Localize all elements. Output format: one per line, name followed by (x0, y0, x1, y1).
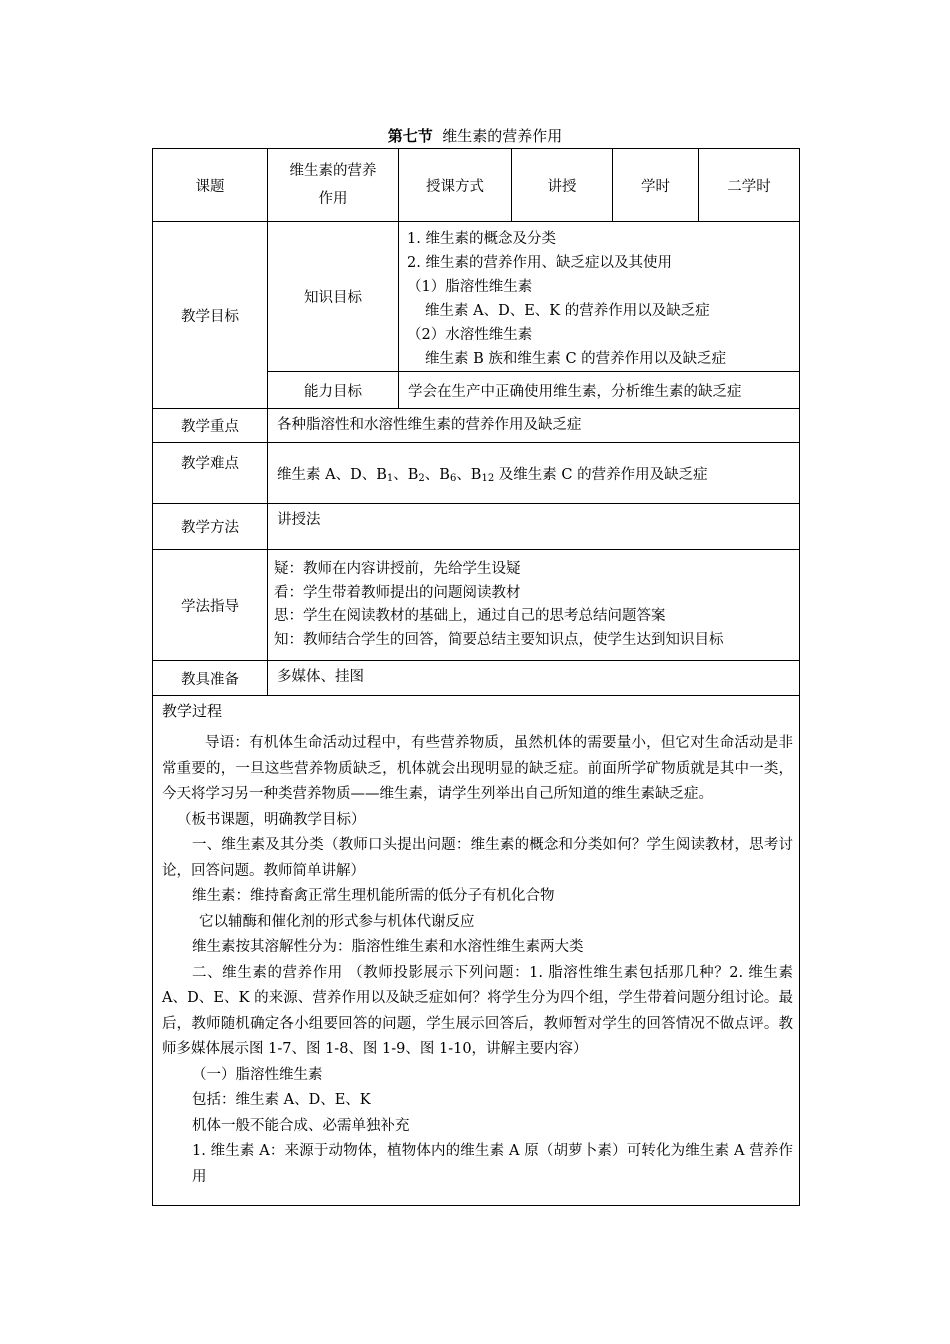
process-paragraph: 导语：有机体生命活动过程中，有些营养物质，虽然机体的需要量小，但它对生命活动是非常重要的，一旦这些营养物质缺乏，机体就会出现明显的缺乏症。前面所学矿物质就是其中一类，今天将学习另一种类营养物质——维生素，请学生列举出自己所知道的维生素缺乏症。 (162, 735, 793, 802)
page-title (0, 126, 950, 146)
difficulty-row (153, 443, 800, 504)
difficulty-label: 教学难点 (153, 443, 268, 504)
subscript: 1 (386, 472, 394, 484)
process-paragraph: 一、维生素及其分类（教师口头提出问题：维生素的概念和分类如何？学生阅读教材，思考讨论，回答问题。教师简单讲解） (162, 837, 793, 879)
study-guide-list (274, 558, 799, 652)
subscript: 2 (418, 472, 425, 484)
study-guide-item: 知：教师结合学生的回答，简要总结主要知识点，使学生达到知识目标 (274, 631, 724, 648)
knowledge-item: （1）脂溶性维生素 (407, 279, 533, 295)
topic-value-line1: 维生素的营养 (289, 163, 377, 179)
process-title: 教学过程 (162, 702, 223, 720)
objectives-label: 教学目标 (153, 222, 268, 409)
knowledge-item: 维生素 B 族和维生素 C 的营养作用以及缺乏症 (425, 351, 727, 367)
study-guide-item: 疑：教师在内容讲授前，先给学生设疑 (274, 561, 521, 577)
ability-label: 能力目标 (268, 372, 399, 409)
subscript: 12 (481, 472, 495, 484)
difficulty-text: 、B (393, 466, 419, 483)
process-row (153, 696, 800, 1206)
difficulty-text: 维生素 A、D、B (277, 466, 387, 483)
knowledge-item: （2）水溶性维生素 (407, 327, 533, 343)
lesson-plan-table (152, 148, 800, 1206)
focus-label: 教学重点 (153, 409, 268, 443)
knowledge-content (399, 222, 800, 372)
process-paragraph: 维生素按其溶解性分为：脂溶性维生素和水溶性维生素两大类 (192, 939, 584, 955)
section-topic: 维生素的营养作用 (442, 127, 563, 145)
topic-label: 课题 (153, 149, 268, 222)
process-paragraph: 二、维生素的营养作用 （教师投影展示下列问题：1. 脂溶性维生素包括那几种？2. 维生素 A、D、E、K 的来源、营养作用以及缺乏症如何？将学生分为四个组，学生带着问题分组讨论。最后，教师随机确定各小组要回答的问题，学生展示回答后，教师暂对学生的回答情况不做点评。教师多媒体展示图 1-7、图 1-8、图 1-9、图 1-10，讲解主要内容） (162, 964, 793, 1057)
method-label: 教学方法 (153, 504, 268, 550)
tools-row (153, 661, 800, 696)
difficulty-text: 、B (456, 466, 482, 483)
study-guide-item: 思：学生在阅读教材的基础上，通过自己的思考总结问题答案 (274, 608, 666, 624)
study-guide-row (153, 550, 800, 661)
study-guide-label: 学法指导 (153, 550, 268, 661)
knowledge-item: 维生素 A、D、E、K 的营养作用以及缺乏症 (425, 303, 710, 319)
difficulty-text: 、B (424, 466, 450, 483)
focus-row (153, 409, 800, 443)
process-paragraph: 机体一般不能合成、必需单独补充 (192, 1117, 410, 1134)
topic-value-line2: 作用 (318, 191, 348, 207)
process-paragraph: 1. 维生素 A：来源于动物体，植物体内的维生素 A 原（胡萝卜素）可转化为维生素 A 营养作用 (192, 1143, 793, 1185)
mode-label: 授课方式 (399, 149, 512, 222)
process-paragraph: （板书课题，明确教学目标） (177, 811, 366, 828)
process-paragraph: （一）脂溶性维生素 (192, 1066, 323, 1083)
knowledge-label: 知识目标 (268, 222, 399, 372)
header-row (153, 149, 800, 222)
knowledge-item: 1. 维生素的概念及分类 (407, 231, 556, 247)
tools-value: 多媒体、挂图 (268, 661, 800, 696)
process-paragraph: 它以辅酶和催化剂的形式参与机体代谢反应 (199, 913, 475, 930)
study-guide-content (268, 550, 800, 661)
method-row (153, 504, 800, 550)
topic-value (268, 149, 399, 222)
knowledge-item: 2. 维生素的营养作用、缺乏症以及其使用 (407, 255, 672, 271)
method-value: 讲授法 (268, 504, 800, 550)
difficulty-value (268, 443, 800, 504)
process-paragraph: 包括：维生素 A、D、E、K (192, 1092, 371, 1108)
knowledge-list (399, 222, 799, 371)
hours-label: 学时 (613, 149, 699, 222)
process-cell (153, 696, 800, 1206)
hours-value: 二学时 (699, 149, 800, 222)
ability-value: 学会在生产中正确使用维生素，分析维生素的缺乏症 (399, 372, 800, 409)
tools-label: 教具准备 (153, 661, 268, 696)
difficulty-text: 及维生素 C 的营养作用及缺乏症 (494, 466, 708, 483)
focus-value: 各种脂溶性和水溶性维生素的营养作用及缺乏症 (268, 409, 800, 443)
process-body (153, 723, 799, 1190)
section-number: 第七节 (387, 127, 433, 145)
process-paragraph: 维生素：维持畜禽正常生理机能所需的低分子有机化合物 (192, 888, 555, 904)
study-guide-item: 看：学生带着教师提出的问题阅读教材 (274, 584, 521, 601)
mode-value: 讲授 (512, 149, 613, 222)
objectives-row (153, 222, 800, 372)
subscript: 6 (449, 472, 457, 484)
